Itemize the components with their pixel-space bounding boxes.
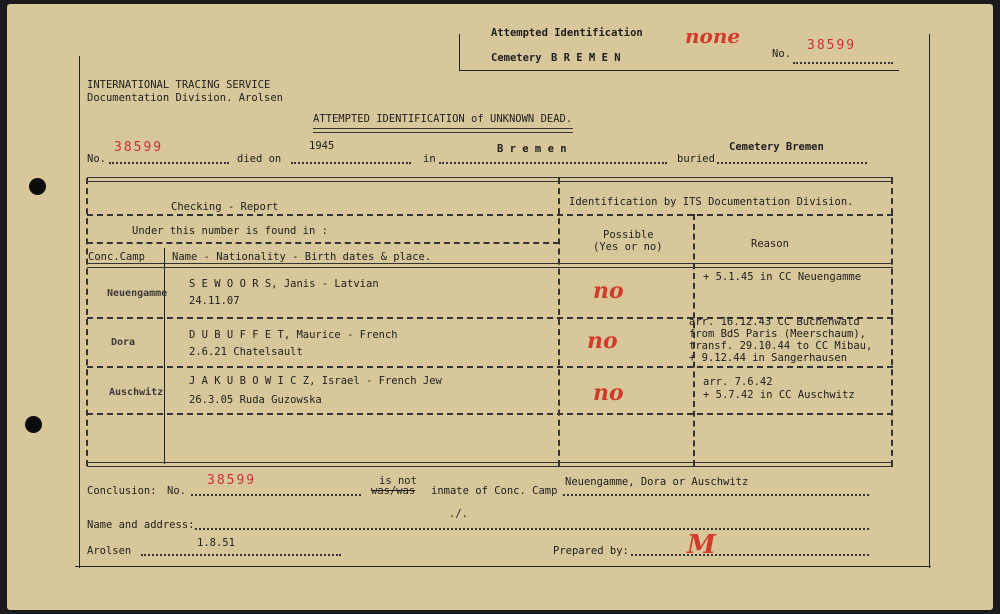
row2-name: D U B U F F E T, Maurice - French <box>189 329 398 341</box>
row2-camp: Dora <box>111 337 136 348</box>
conclusion-no-value: 38599 <box>207 473 257 488</box>
record-buried-value: Cemetery Bremen <box>729 141 824 153</box>
row2-birth: 2.6.21 Chatelsault <box>189 346 303 358</box>
record-in-label: in <box>423 153 436 165</box>
header-no-value: 38599 <box>807 38 857 53</box>
row2-reason-0: arr. 16.12.43 CC Buchenwald <box>689 316 860 328</box>
prepared-label: Prepared by: <box>553 545 629 557</box>
possible-header-2: (Yes or no) <box>593 241 663 253</box>
table-bottom-border <box>87 462 893 467</box>
row3-camp: Auschwitz <box>109 387 164 398</box>
header-box-bottom-border <box>459 70 899 71</box>
conclusion-is-not: is not <box>379 475 417 487</box>
conclusion-camps-dots <box>563 494 869 496</box>
record-died-label: died on <box>237 153 282 165</box>
conclusion-struck: was/was <box>371 485 416 497</box>
tracing-card <box>7 4 993 610</box>
table-left-border <box>86 178 88 466</box>
record-in-value: B r e m e n <box>497 143 567 155</box>
form-bottom-border <box>75 566 931 567</box>
possible-header-1: Possible <box>603 229 654 241</box>
table-header-line3 <box>87 263 893 268</box>
form-left-border <box>79 56 80 568</box>
table-right-border <box>891 178 893 466</box>
table-divider-main <box>558 178 560 466</box>
record-no-value: 38599 <box>114 140 164 155</box>
record-no-label: No. <box>87 153 106 165</box>
record-in-dots <box>439 162 667 164</box>
table-row-line3 <box>87 413 893 415</box>
table-header-line1 <box>87 214 893 216</box>
header-cemetery-label: Cemetery <box>491 52 542 64</box>
footer-date: 1.8.51 <box>197 537 235 549</box>
header-no-dots <box>793 62 893 64</box>
row2-reason-3: + 9.12.44 in Sangerhausen <box>689 352 848 364</box>
signature: M <box>687 530 716 560</box>
row3-reason-0: arr. 7.6.42 <box>703 376 773 388</box>
under-header: Under this number is found in : <box>132 225 328 237</box>
row3-birth: 26.3.05 Ruda Guzowska <box>189 394 322 406</box>
conclusion-no-label: No. <box>167 485 186 497</box>
record-no-dots <box>109 162 229 164</box>
header-handwritten-note: none <box>685 24 741 48</box>
conclusion-camps: Neuengamme, Dora or Auschwitz <box>565 476 749 488</box>
table-header-line2 <box>87 242 559 244</box>
form-title: ATTEMPTED IDENTIFICATION of UNKNOWN DEAD. <box>313 113 573 125</box>
form-right-border <box>929 34 930 568</box>
prepared-dots <box>631 554 869 556</box>
record-buried-label: buried <box>677 153 715 165</box>
row3-reason-1: + 5.7.42 in CC Auschwitz <box>703 389 855 401</box>
header-no-label: No. <box>772 48 791 60</box>
punch-hole-bottom <box>25 416 42 433</box>
punch-hole-top <box>29 178 46 195</box>
ident-header: Identification by ITS Documentation Division. <box>569 196 854 208</box>
col-name-header: Name - Nationality - Birth dates & place. <box>172 251 432 263</box>
conclusion-inmate-text: inmate of Conc. Camp <box>431 485 558 497</box>
footer-date-dots <box>141 554 341 556</box>
record-died-dots <box>291 162 411 164</box>
conclusion-no-dots <box>191 494 361 496</box>
org-line2: Documentation Division. Arolsen <box>87 92 283 104</box>
row2-possible: no <box>587 328 618 354</box>
row1-reason-0: + 5.1.45 in CC Neuengamme <box>703 271 862 283</box>
row1-camp: Neuengamme <box>107 288 168 299</box>
name-address-label: Name and address: <box>87 519 195 531</box>
table-divider-camp <box>164 248 165 464</box>
row3-possible: no <box>593 380 624 406</box>
name-address-value: ./. <box>449 508 468 520</box>
header-cemetery-value: B R E M E N <box>551 52 621 64</box>
row1-birth: 24.11.07 <box>189 295 240 307</box>
header-box-title: Attempted Identification <box>491 27 643 39</box>
record-buried-dots <box>717 162 867 164</box>
form-title-underline <box>313 128 573 133</box>
row1-possible: no <box>593 278 624 304</box>
footer-place: Arolsen <box>87 545 132 557</box>
row2-reason-1: from BdS Paris (Meerschaum), <box>689 328 867 340</box>
table-row-line2 <box>87 366 893 368</box>
name-address-dots <box>195 528 869 530</box>
record-died-value: 1945 <box>309 140 335 152</box>
header-box-left-border <box>459 34 460 70</box>
checking-header: Checking - Report <box>171 201 279 213</box>
row3-name: J A K U B O W I C Z, Israel - French Jew <box>189 375 442 387</box>
org-line1: INTERNATIONAL TRACING SERVICE <box>87 79 271 91</box>
row2-reason-2: transf. 29.10.44 to CC Mibau, <box>689 340 873 352</box>
table-top-border <box>87 177 893 182</box>
col-camp-header: Conc.Camp <box>88 251 145 263</box>
reason-header: Reason <box>751 238 789 250</box>
conclusion-label: Conclusion: <box>87 485 157 497</box>
row1-name: S E W O O R S, Janis - Latvian <box>189 278 379 290</box>
